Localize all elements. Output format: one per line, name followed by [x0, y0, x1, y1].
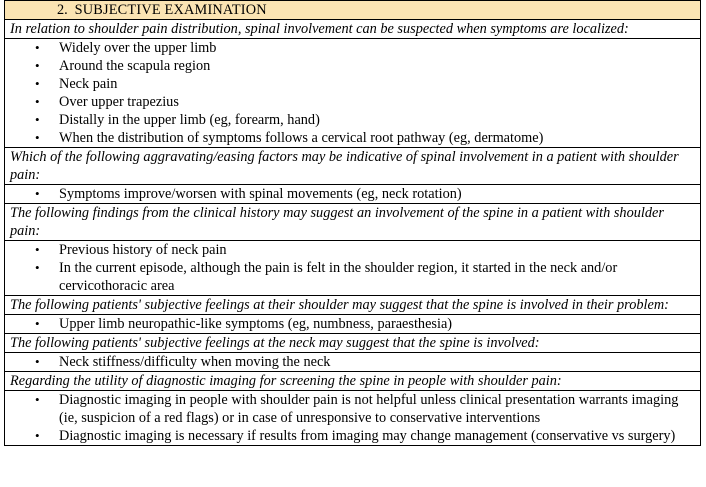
bullet-list: [26, 241, 697, 295]
bullet-list-cell: [5, 391, 701, 446]
bullet-list-cell: [5, 241, 701, 296]
list-item: • Widely over the upper limb: [26, 39, 697, 57]
section-header-row: [5, 1, 701, 20]
list-item: • Upper limb neuropathic-like symptoms (eg, numbness, paraesthesia): [26, 315, 697, 333]
list-item: • Neck stiffness/difficulty when moving the neck: [26, 353, 697, 371]
question-row: [5, 334, 701, 353]
question-row: [5, 372, 701, 391]
list-item: • In the current episode, although the pain is felt in the shoulder region, it started in the neck and/or cervicothoracic area: [26, 259, 697, 295]
bullet-list-row: [5, 39, 701, 148]
bullet-list-row: [5, 315, 701, 334]
bullet-list: [26, 353, 697, 371]
list-item: • Previous history of neck pain: [26, 241, 697, 259]
list-item: • Diagnostic imaging in people with shoulder pain is not helpful unless clinical presentation warrants imaging (ie, suspicion of a red flags) or in case of unresponsive to conservative interventions: [26, 391, 697, 427]
question-text: The following patients' subjective feelings at the neck may suggest that the spine is involved:: [5, 334, 701, 353]
bullet-list-row: [5, 185, 701, 204]
list-item: • Distally in the upper limb (eg, forearm, hand): [26, 111, 697, 129]
list-item: • Neck pain: [26, 75, 697, 93]
bullet-list-cell: [5, 39, 701, 148]
bullet-list: [26, 185, 697, 203]
list-item: • Over upper trapezius: [26, 93, 697, 111]
section-title: SUBJECTIVE EXAMINATION: [74, 2, 267, 18]
bullet-list-row: [5, 241, 701, 296]
criteria-table: [4, 0, 701, 446]
bullet-list: [26, 391, 697, 445]
list-item: • Symptoms improve/worsen with spinal movements (eg, neck rotation): [26, 185, 697, 203]
section-header-cell: [5, 1, 701, 20]
bullet-list: [26, 315, 697, 333]
bullet-list-cell: [5, 353, 701, 372]
bullet-list-cell: [5, 315, 701, 334]
question-text: The following findings from the clinical history may suggest an involvement of the spine in a patient with shoulder pain:: [5, 204, 701, 241]
question-text: Which of the following aggravating/easing factors may be indicative of spinal involvement in a patient with shoulder pain:: [5, 148, 701, 185]
list-item: • Diagnostic imaging is necessary if results from imaging may change management (conservative vs surgery): [26, 427, 697, 445]
bullet-list: [26, 39, 697, 147]
subjective-examination-document: [4, 0, 701, 483]
question-row: [5, 148, 701, 185]
question-text: The following patients' subjective feelings at their shoulder may suggest that the spine is involved in their problem:: [5, 296, 701, 315]
question-row: [5, 296, 701, 315]
bullet-list-row: [5, 353, 701, 372]
question-row: [5, 204, 701, 241]
list-item: • Around the scapula region: [26, 57, 697, 75]
section-number: 2.: [57, 2, 68, 18]
question-text: In relation to shoulder pain distribution, spinal involvement can be suspected when symptoms are localized:: [5, 20, 701, 39]
list-item: • When the distribution of symptoms follows a cervical root pathway (eg, dermatome): [26, 129, 697, 147]
bullet-list-row: [5, 391, 701, 446]
bullet-list-cell: [5, 185, 701, 204]
question-row: [5, 20, 701, 39]
question-text: Regarding the utility of diagnostic imaging for screening the spine in people with shoulder pain:: [5, 372, 701, 391]
